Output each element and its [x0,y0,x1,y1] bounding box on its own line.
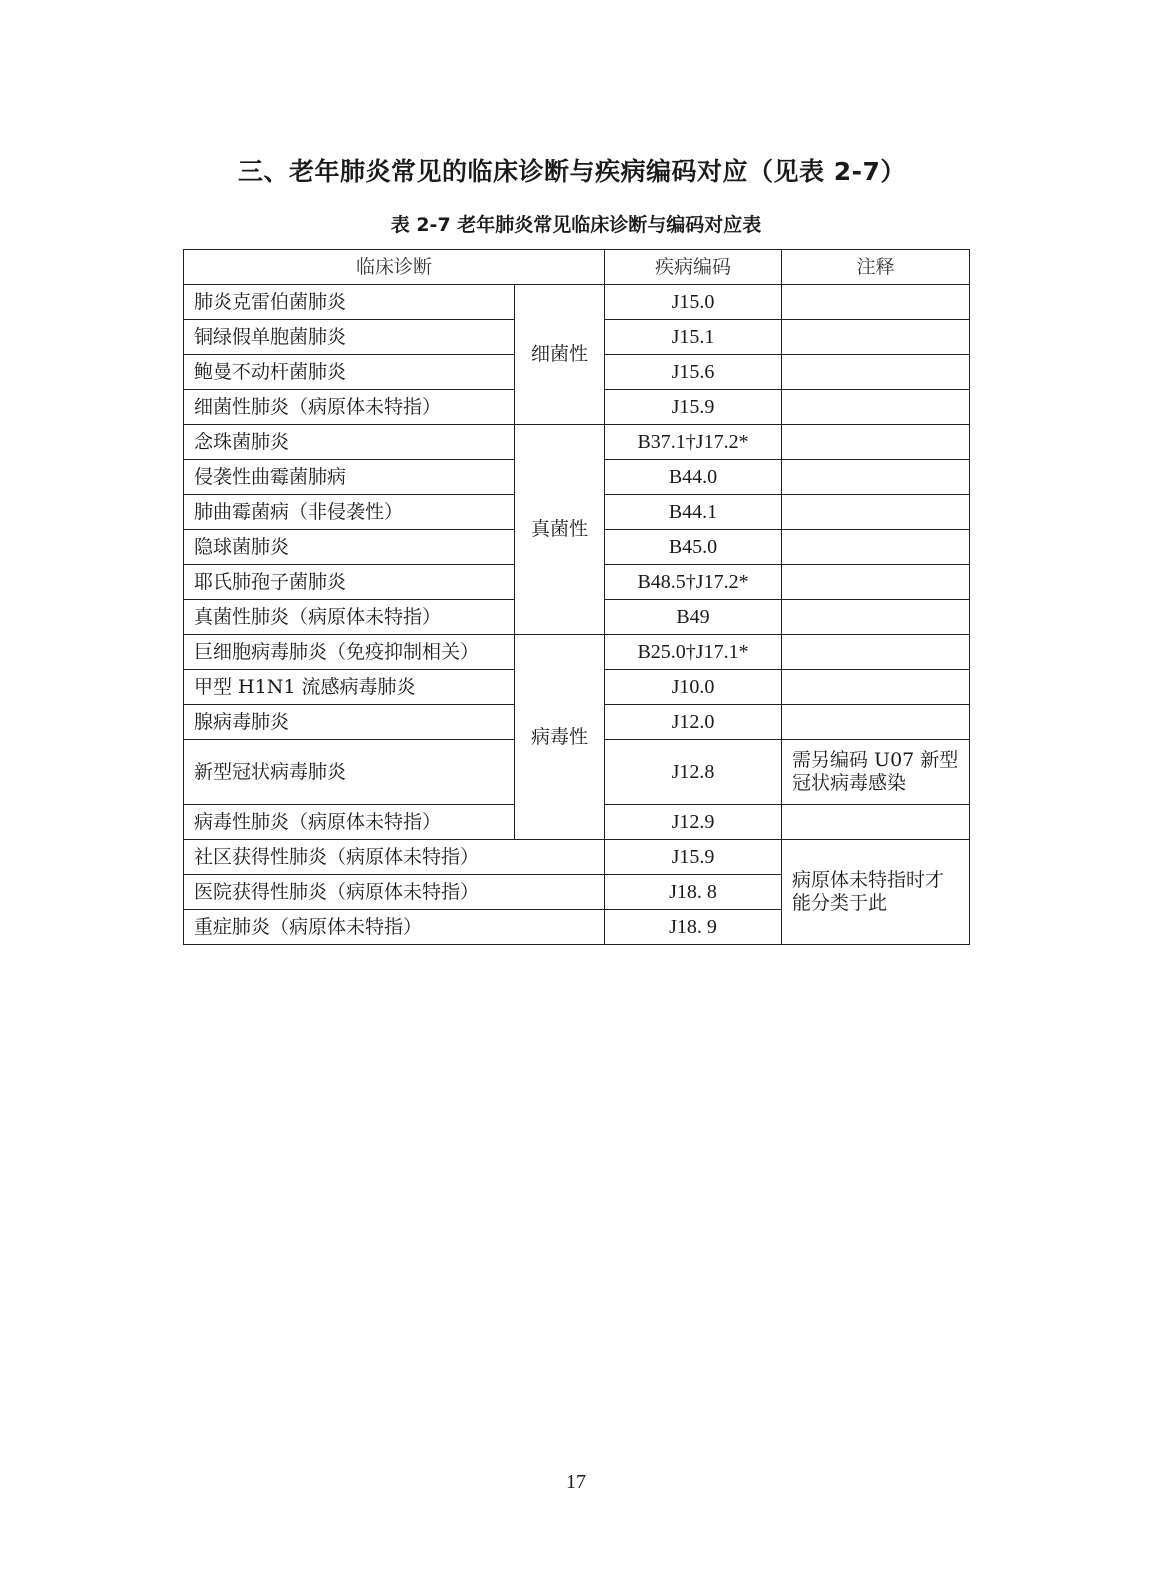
diagnosis-cell: 侵袭性曲霉菌肺病 [184,460,515,495]
code-cell: J15.1 [605,320,782,355]
diagnosis-cell: 耶氏肺孢子菌肺炎 [184,565,515,600]
code-cell: J12.9 [605,805,782,840]
diagnosis-cell: 细菌性肺炎（病原体未特指） [184,390,515,425]
diagnosis-cell: 隐球菌肺炎 [184,530,515,565]
note-cell [782,565,970,600]
code-cell: J18. 9 [605,910,782,945]
code-cell: J12.0 [605,705,782,740]
diagnosis-cell: 鲍曼不动杆菌肺炎 [184,355,515,390]
diagnosis-cell: 新型冠状病毒肺炎 [184,740,515,805]
diagnosis-cell: 铜绿假单胞菌肺炎 [184,320,515,355]
code-cell: J18. 8 [605,875,782,910]
code-cell: B45.0 [605,530,782,565]
code-cell: B44.1 [605,495,782,530]
code-cell: J15.9 [605,840,782,875]
note-cell [782,530,970,565]
diagnosis-cell: 肺炎克雷伯菌肺炎 [184,285,515,320]
diagnosis-cell: 病毒性肺炎（病原体未特指） [184,805,515,840]
section-heading: 三、老年肺炎常见的临床诊断与疾病编码对应（见表 2-7） [238,157,906,186]
table-caption: 表 2-7 老年肺炎常见临床诊断与编码对应表 [390,214,762,236]
note-cell [782,705,970,740]
diagnosis-code-table [183,249,970,945]
code-cell: B44.0 [605,460,782,495]
note-cell [782,390,970,425]
note-cell [782,635,970,670]
diagnosis-cell: 真菌性肺炎（病原体未特指） [184,600,515,635]
code-cell: B48.5†J17.2* [605,565,782,600]
table-row [184,285,970,320]
code-cell: B37.1†J17.2* [605,425,782,460]
note-cell [782,460,970,495]
diagnosis-cell: 社区获得性肺炎（病原体未特指） [184,840,605,875]
diagnosis-cell: 肺曲霉菌病（非侵袭性） [184,495,515,530]
code-cell: J15.9 [605,390,782,425]
table-header-row [184,250,970,285]
note-cell [782,600,970,635]
diagnosis-cell: 腺病毒肺炎 [184,705,515,740]
header-note: 注释 [782,250,970,285]
table-row [184,635,970,670]
note-cell [782,670,970,705]
group-fungal: 真菌性 [515,425,605,635]
code-cell: J15.0 [605,285,782,320]
table-row [184,840,970,875]
group-viral: 病毒性 [515,635,605,840]
diagnosis-cell: 念珠菌肺炎 [184,425,515,460]
note-cell [782,320,970,355]
table-row [184,425,970,460]
code-cell: B49 [605,600,782,635]
note-cell: 病原体未特指时才能分类于此 [782,840,970,945]
code-cell: J12.8 [605,740,782,805]
note-cell [782,355,970,390]
code-cell: B25.0†J17.1* [605,635,782,670]
header-code: 疾病编码 [605,250,782,285]
diagnosis-cell: 甲型 H1N1 流感病毒肺炎 [184,670,515,705]
note-cell [782,285,970,320]
page-number: 17 [566,1471,586,1493]
note-cell [782,425,970,460]
group-bacterial: 细菌性 [515,285,605,425]
diagnosis-cell: 重症肺炎（病原体未特指） [184,910,605,945]
header-diagnosis: 临床诊断 [184,250,605,285]
note-cell [782,495,970,530]
diagnosis-cell: 医院获得性肺炎（病原体未特指） [184,875,605,910]
diagnosis-cell: 巨细胞病毒肺炎（免疫抑制相关） [184,635,515,670]
note-cell: 需另编码 U07 新型冠状病毒感染 [782,740,970,805]
code-cell: J15.6 [605,355,782,390]
note-cell [782,805,970,840]
code-cell: J10.0 [605,670,782,705]
